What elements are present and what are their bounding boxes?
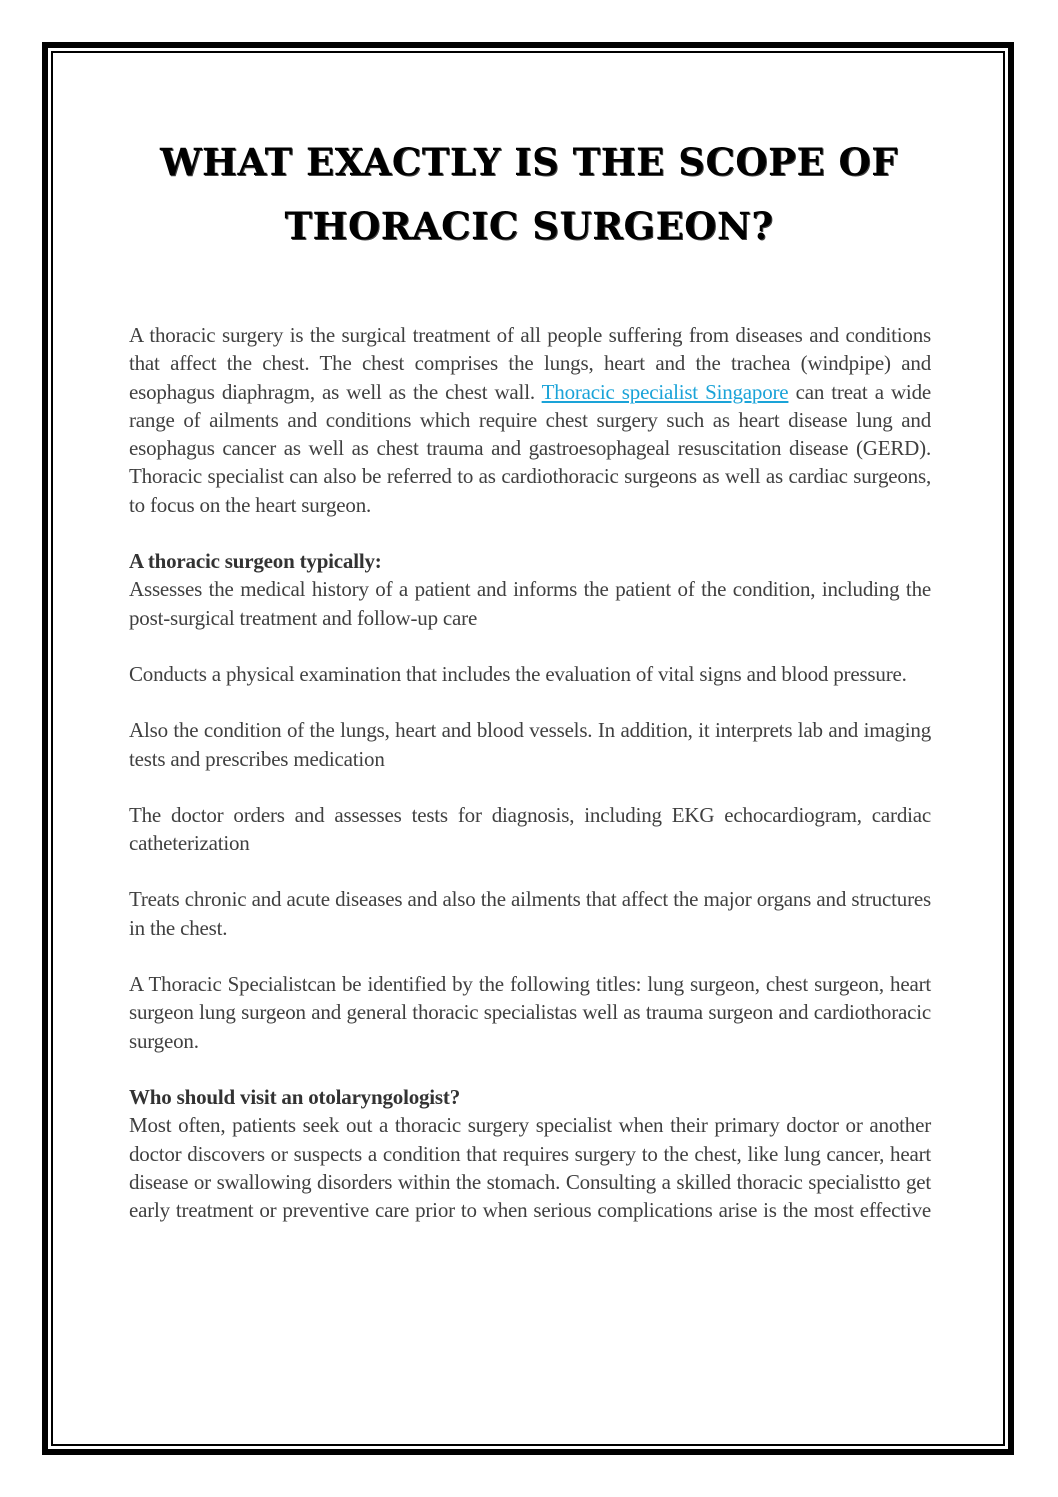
- who-should-visit-paragraph: Most often, patients seek out a thoracic surgery specialist when their primary doctor or another doctor discovers or suspects a condition that requires surgery to the chest, like lung cancer, heart disease or swallowing disorders within the stomach. Consulting a skilled thoracic specialistto get early treatment or preventive care prior to when serious complications arise is the most effective: [129, 1113, 931, 1223]
- duty-paragraph: Assesses the medical history of a patient and informs the patient of the condition, including the post-surgical treatment and follow-up care: [129, 577, 931, 630]
- intro-text-after-link: can treat a wide range of ailments and conditions which require chest surgery such as heart disease lung and esophagus cancer as well as chest trauma and gastroesophageal resuscitation disease (GERD). Thoracic specialist can also be referred to as cardiothoracic surgeons as well as cardiac surgeons, to focus on the heart surgeon.: [129, 379, 931, 517]
- page-title: WHAT EXACTLY IS THE SCOPE OF THORACIC SURGEON?: [159, 140, 899, 248]
- duty-paragraph: Also the condition of the lungs, heart and blood vessels. In addition, it interprets lab and imaging tests and prescribes medication: [129, 718, 931, 771]
- duty-paragraph: The doctor orders and assesses tests for diagnosis, including EKG echocardiogram, cardiac catheterization: [129, 802, 931, 856]
- titles-paragraph: A Thoracic Specialistcan be identified by the following titles: lung surgeon, chest surgeon, heart surgeon lung surgeon and general thoracic specialistas well as trauma surgeon and cardiothoracic surgeon.: [129, 972, 931, 1053]
- duty-paragraph: Conducts a physical examination that includes the evaluation of vital signs and blood pressure.: [129, 661, 907, 686]
- intro-text-before-link: A thoracic surgery is the surgical treatment of all people suffering from diseases and conditions that affect the chest. The chest comprises the lungs, heart and the trachea (windpipe) and esophagus diaphragm, as well as the chest wall.: [129, 323, 931, 404]
- thoracic-specialist-singapore-link[interactable]: Thoracic specialist Singapore: [541, 379, 789, 404]
- intro-paragraph: [129, 321, 931, 519]
- duty-paragraph: Treats chronic and acute diseases and also the ailments that affect the major organs and structures in the chest.: [129, 887, 931, 940]
- document-body: [129, 321, 931, 1224]
- section-heading-who-should-visit: Who should visit an otolaryngologist?: [129, 1084, 460, 1109]
- section-heading-typical-duties: A thoracic surgeon typically:: [129, 549, 382, 574]
